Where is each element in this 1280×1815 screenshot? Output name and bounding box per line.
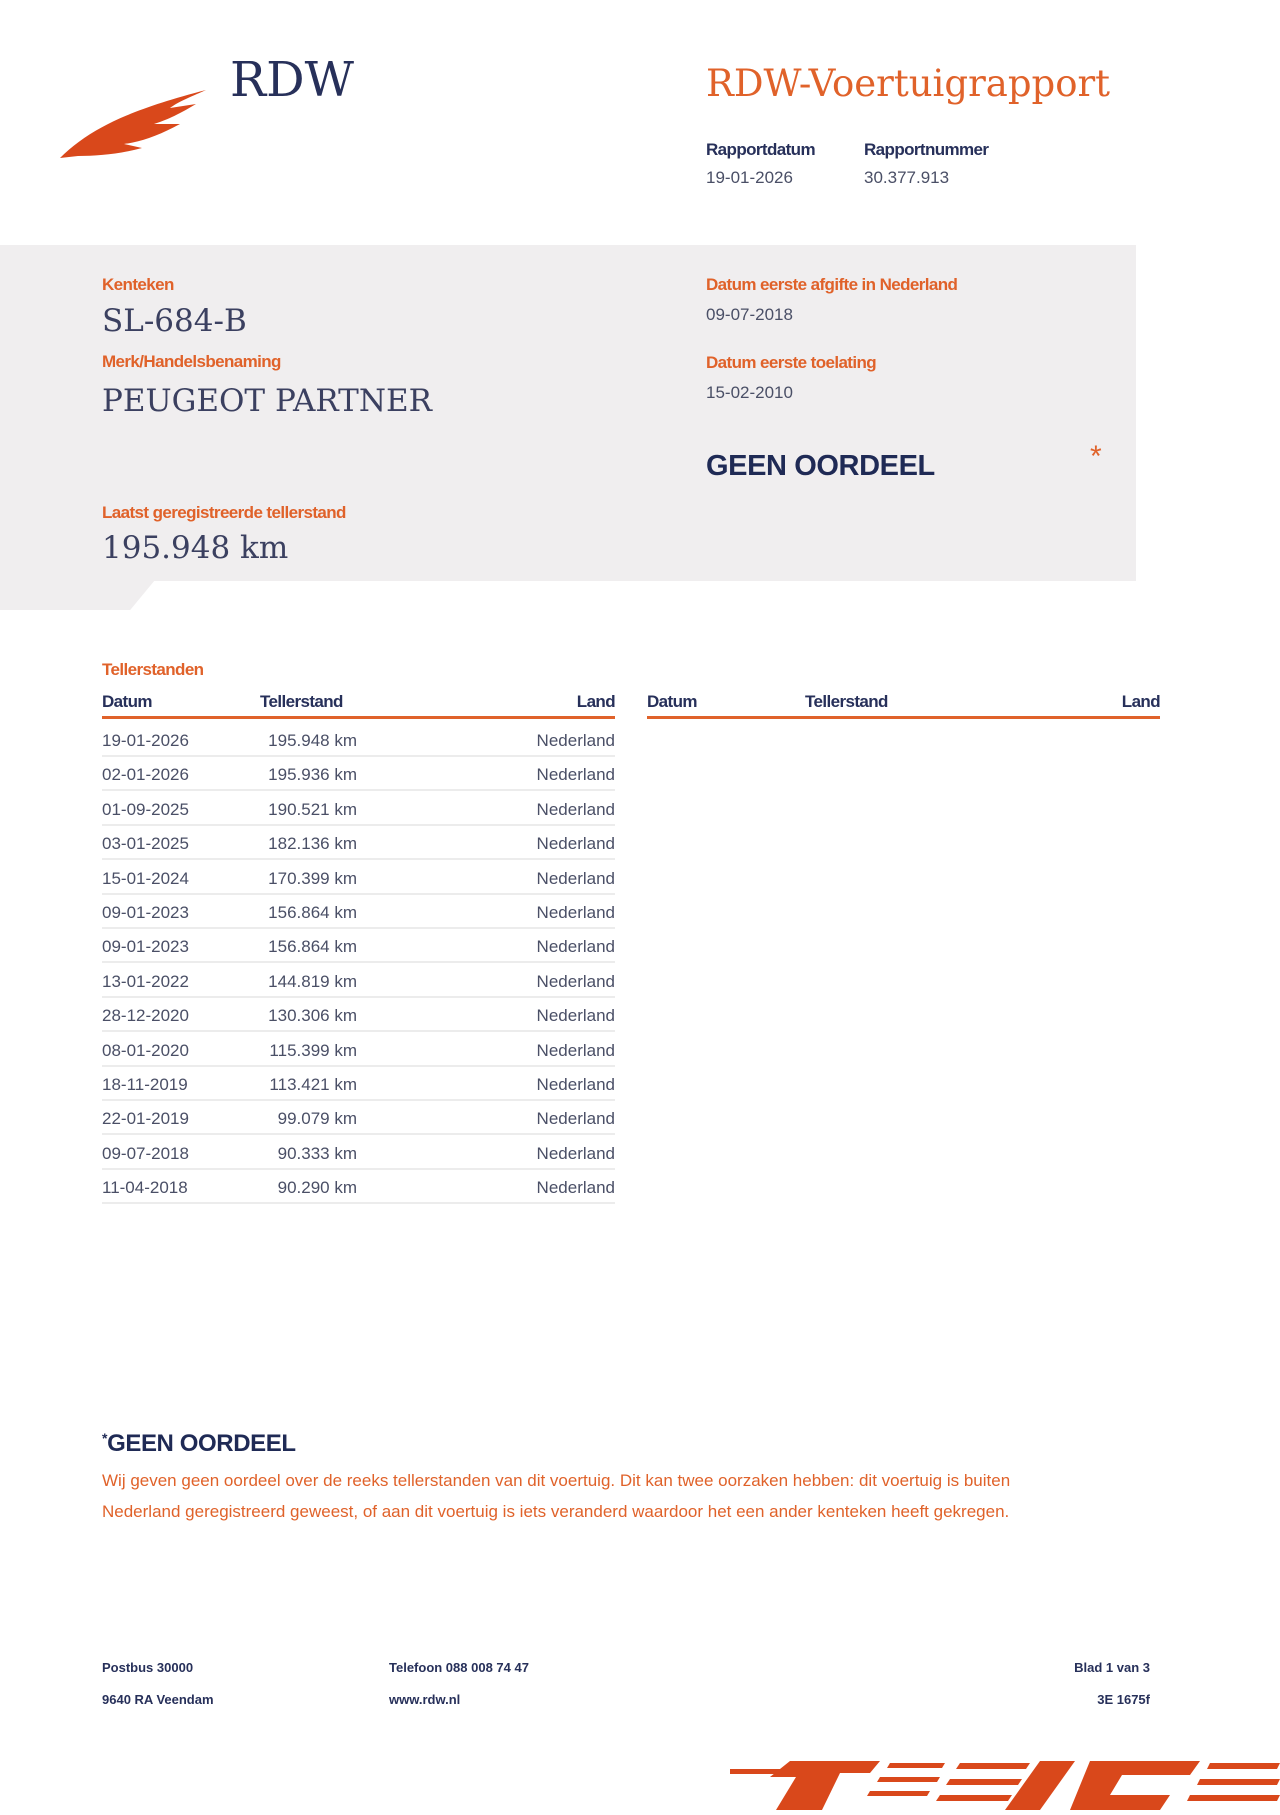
row-reading: 90.290 km <box>277 1178 357 1198</box>
table-row <box>102 963 615 998</box>
plate-label: Kenteken <box>102 275 174 294</box>
footer-website[interactable]: www.rdw.nl <box>389 1692 461 1707</box>
row-country: Nederland <box>536 1178 615 1198</box>
row-reading: 156.864 km <box>268 937 357 957</box>
row-reading: 90.333 km <box>277 1143 357 1163</box>
row-reading: 156.864 km <box>268 903 357 922</box>
table-row <box>102 825 615 860</box>
table-row <box>102 894 615 929</box>
first-nl-value: 09-07-2018 <box>706 305 793 324</box>
row-country: Nederland <box>536 1075 615 1094</box>
row-reading: 182.136 km <box>268 834 357 854</box>
header-country: Land <box>576 692 615 711</box>
table-row <box>102 756 615 791</box>
table-row <box>102 928 615 963</box>
row-country: Nederland <box>536 799 615 819</box>
row-country: Nederland <box>536 1109 615 1129</box>
row-country: Nederland <box>536 834 615 854</box>
report-date-value: 19-01-2026 <box>706 168 793 187</box>
footer-address-2: 9640 RA Veendam <box>102 1692 214 1707</box>
make-value: PEUGEOT PARTNER <box>102 383 432 419</box>
report-title: RDW-Voertuigrapport <box>706 62 1111 105</box>
row-country: Nederland <box>536 765 615 785</box>
row-date: 03-01-2025 <box>102 834 189 854</box>
table-row <box>102 1066 615 1101</box>
row-reading: 190.521 km <box>268 799 357 819</box>
row-reading: 130.306 km <box>268 1006 357 1026</box>
header-date: Datum <box>647 692 697 711</box>
footnote-text: Wij geven geen oordeel over de reeks tellerstanden van dit voertuig. Dit kan twee oorzaken hebben: dit voertuig is buiten Nederland geregistreerd geweest, of aan dit voertuig is iets veranderd waardoor het een ander kenteken heeft gekregen. <box>102 1471 1011 1521</box>
row-reading: 195.936 km <box>268 765 357 785</box>
odometer-table-title: Tellerstanden <box>102 660 204 679</box>
row-reading: 99.079 km <box>277 1109 357 1129</box>
row-date: 02-01-2026 <box>102 765 189 785</box>
row-date: 13-01-2022 <box>102 971 189 991</box>
table-row <box>102 1135 615 1170</box>
row-date: 19-01-2026 <box>102 731 189 750</box>
table-row <box>102 997 615 1032</box>
odometer-label: Laatst geregistreerde tellerstand <box>102 503 346 522</box>
table-row <box>102 1100 615 1135</box>
footer-address-1: Postbus 30000 <box>102 1660 194 1675</box>
row-date: 09-07-2018 <box>102 1143 189 1163</box>
first-admission-value: 15-02-2010 <box>706 383 793 402</box>
row-date: 18-11-2019 <box>102 1075 188 1094</box>
panel-tail-decoration <box>0 580 155 610</box>
footnote-title <box>102 1430 296 1458</box>
table-row <box>102 860 615 895</box>
header-reading: Tellerstand <box>260 692 343 711</box>
row-country: Nederland <box>536 971 615 991</box>
row-country: Nederland <box>536 903 615 922</box>
row-reading: 113.421 km <box>269 1075 357 1094</box>
odometer-table-header-left <box>102 690 615 719</box>
row-reading: 115.399 km <box>269 1040 357 1060</box>
row-country: Nederland <box>536 1006 615 1026</box>
row-country: Nederland <box>536 937 615 957</box>
row-country: Nederland <box>536 1143 615 1163</box>
report-number-label: Rapportnummer <box>864 140 989 159</box>
report-date-label: Rapportdatum <box>706 140 815 159</box>
row-country: Nederland <box>536 868 615 888</box>
footer-page-number: Blad 1 van 3 <box>1074 1660 1150 1675</box>
row-date: 09-01-2023 <box>102 937 189 957</box>
row-reading: 195.948 km <box>268 731 357 750</box>
decorative-stripes <box>730 1755 1280 1815</box>
report-number-value: 30.377.913 <box>864 168 950 187</box>
rdw-feather-icon <box>58 80 208 165</box>
row-country: Nederland <box>536 731 615 750</box>
footer-code: 3E 1675f <box>1097 1692 1150 1707</box>
row-date: 28-12-2020 <box>102 1006 189 1026</box>
row-date: 11-04-2018 <box>102 1178 188 1198</box>
odometer-table-header-right <box>647 690 1160 719</box>
first-admission-label: Datum eerste toelating <box>706 353 877 372</box>
row-reading: 144.819 km <box>268 971 357 991</box>
logo-wordmark: RDW <box>230 52 354 108</box>
table-row <box>102 1169 615 1204</box>
header-country: Land <box>1121 692 1160 711</box>
first-nl-label: Datum eerste afgifte in Nederland <box>706 275 958 294</box>
row-date: 01-09-2025 <box>102 799 189 819</box>
row-date: 08-01-2020 <box>102 1040 189 1060</box>
table-row <box>102 1032 615 1067</box>
row-date: 22-01-2019 <box>102 1109 189 1129</box>
row-country: Nederland <box>536 1040 615 1060</box>
rdw-logo <box>58 80 208 170</box>
table-row <box>102 722 615 757</box>
verdict: GEEN OORDEEL <box>706 450 935 482</box>
odometer-value: 195.948 km <box>102 530 289 566</box>
make-label: Merk/Handelsbenaming <box>102 352 281 371</box>
row-date: 09-01-2023 <box>102 903 189 922</box>
plate-value: SL-684-B <box>102 303 247 339</box>
row-reading: 170.399 km <box>268 868 357 888</box>
footnote-star: * <box>102 1430 108 1446</box>
table-row <box>102 791 615 826</box>
stripes-graphic <box>730 1755 1280 1810</box>
verdict-star: * <box>1090 440 1102 473</box>
row-date: 15-01-2024 <box>102 868 189 888</box>
footnote-title-text: GEEN OORDEEL <box>107 1430 296 1457</box>
header-reading: Tellerstand <box>805 692 888 711</box>
header-date: Datum <box>102 692 152 711</box>
footer-phone: Telefoon 088 008 74 47 <box>389 1660 529 1675</box>
